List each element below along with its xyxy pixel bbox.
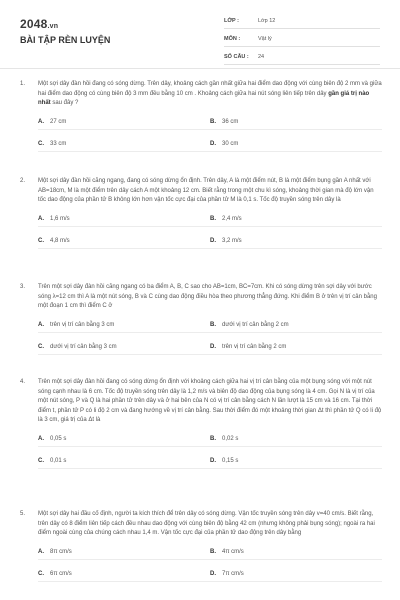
question-text: Một sợi dây đàn hồi căng ngang, đang có sóng dừng ổn định. Trên dây, A là một điểm nút, B là một điểm bụng gần A nhất với AB=18cm, M là một điểm trên dây cách A một khoảng 12 cm. Biết rằng trong một chu kì sóng, khoảng thời gian mà độ lớn vận tốc dao động của phần tử B không lớn hơn vận tốc cực đại của phần tử M là 0,1 s. Tốc độ truyền sóng trên dây là: [38, 178, 374, 203]
option-d[interactable]: D. trên vị trí cân bằng 2 cm: [210, 343, 287, 350]
question-number: 5.: [20, 511, 26, 517]
question-2: [20, 177, 382, 256]
question-text: Trên một sợi dây đàn hồi đang có sóng dừng ổn định với khoảng cách giữa hai vị trí cân bằng của một bụng sóng với một nút sóng cạnh nhau là 6 cm. Tốc độ truyền sóng trên dây là 1,2 m/s và biên độ dao động của bụng sóng là 4 cm. Gọi N là vị trí của một nút sóng, P và Q là hai phần tử trên dây và ở hai bên của N có vị trí cân bằng cách N lần lượt là 15 cm và 16 cm. Tại thời điểm t, phần tử P có li độ 2 cm và đang hướng về vị trí cân bằng. Sau thời điểm đó một khoảng thời gian Δt thì phần tử Q có li độ là 3 cm, giá trị của Δt là: [38, 379, 382, 423]
answer-options: [38, 545, 382, 582]
option-a[interactable]: A. 1,6 m/s: [38, 215, 70, 222]
meta-info: [224, 14, 380, 68]
logo-text: 2048: [20, 17, 48, 31]
question-number: 1.: [20, 81, 26, 87]
answer-options: [38, 212, 382, 249]
meta-row-count: [224, 50, 380, 65]
option-d[interactable]: D. 3,2 m/s: [210, 237, 242, 244]
option-c[interactable]: C. 33 cm: [38, 140, 67, 147]
option-c[interactable]: C. 0,01 s: [38, 457, 67, 464]
meta-label: SỐ CÂU :: [224, 54, 249, 60]
option-c[interactable]: C. 4,8 m/s: [38, 237, 70, 244]
meta-value: 24: [258, 54, 265, 60]
page-title: BÀI TẬP RÈN LUYỆN: [20, 35, 111, 45]
answer-options: [38, 318, 382, 355]
meta-label: LỚP :: [224, 18, 239, 24]
answer-options: [38, 115, 382, 152]
option-b[interactable]: B. 2,4 m/s: [210, 215, 242, 222]
option-b[interactable]: B. 4π cm/s: [210, 548, 244, 555]
option-c[interactable]: C. dưới vị trí cân bằng 3 cm: [38, 343, 117, 350]
question-emphasis: gần giá trị nào nhất: [38, 90, 370, 106]
option-c[interactable]: C. 6π cm/s: [38, 570, 72, 577]
question-text: Một sợi dây đàn hồi đang có sóng dừng. Trên dây, khoảng cách gần nhất giữa hai điểm dao động với cùng biên độ 2 mm và giữa hai điểm dao động có cùng biên độ 3 mm đều bằng 10 cm . Khoảng cách giữa hai nút sóng liên tiếp trên dây gần giá trị nào nhất sau đây ?: [38, 81, 382, 106]
meta-label: MÔN :: [224, 36, 241, 42]
meta-row-class: [224, 14, 380, 29]
option-d[interactable]: D. 0,15 s: [210, 457, 239, 464]
question-number: 3.: [20, 284, 26, 290]
option-a[interactable]: A. 0,05 s: [38, 435, 67, 442]
option-a[interactable]: A. 8π cm/s: [38, 548, 72, 555]
question-4: [20, 378, 382, 476]
question-number: 4.: [20, 379, 26, 385]
option-a[interactable]: A. trên vị trí cân bằng 3 cm: [38, 321, 115, 328]
option-b[interactable]: B. 0,02 s: [210, 435, 239, 442]
answer-options: [38, 432, 382, 469]
meta-row-subject: [224, 32, 380, 47]
option-d[interactable]: D. 7π cm/s: [210, 570, 244, 577]
question-5: [20, 510, 382, 589]
site-logo[interactable]: [20, 17, 58, 31]
question-number: 2.: [20, 178, 26, 184]
meta-value: Vật lý: [258, 36, 272, 42]
page-header: [0, 0, 400, 69]
question-1: [20, 80, 382, 159]
option-a[interactable]: A. 27 cm: [38, 118, 67, 125]
option-b[interactable]: B. dưới vị trí cân bằng 2 cm: [210, 321, 289, 328]
option-b[interactable]: B. 36 cm: [210, 118, 239, 125]
option-d[interactable]: D. 30 cm: [210, 140, 239, 147]
logo-tld: .vn: [47, 23, 59, 30]
question-text: Một sợi dây hai đầu cố định, người ta kích thích để trên dây có sóng dừng. Vận tốc truyền sóng trên dây v=40 cm/s. Biết rằng, trên dây có 8 điểm liên tiếp cách đều nhau dao động với cùng biên độ bằng 42 cm (nhưng không phải bụng sóng); ngoài ra hai điểm ngoài cùng của chúng cách nhau 1,4 m. Vận tốc cực đại của phần tử dao động trên dây bằng: [38, 511, 375, 536]
question-3: [20, 283, 382, 362]
question-text: Trên một sợi dây đàn hồi căng ngang có ba điểm A, B, C sao cho AB=1cm, BC=7cm. Khi có sóng dừng trên sợi dây với bước sóng λ=12 cm thì A là một nút sóng, B và C cùng dao động điều hòa theo phương thẳng đứng. Khi điểm B ở trên vị trí cân bằng một đoạn 1 cm thì điểm C ở: [38, 284, 377, 309]
meta-value: Lớp 12: [258, 18, 276, 24]
